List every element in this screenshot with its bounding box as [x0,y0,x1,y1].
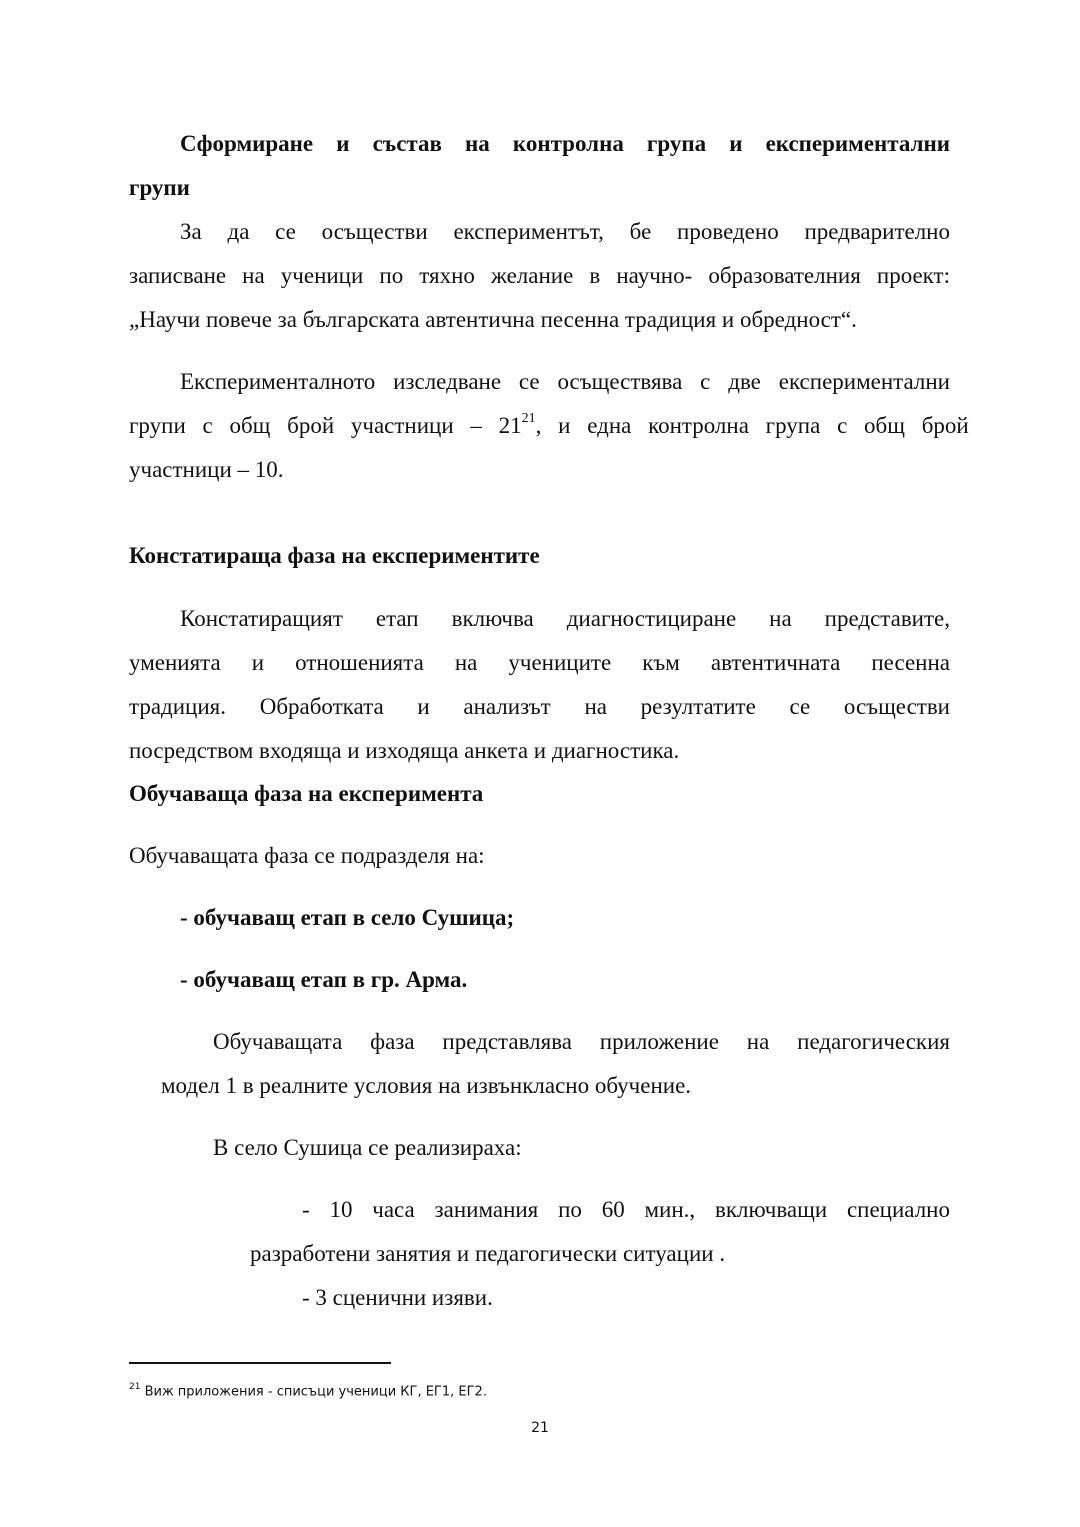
footnote-reference: 21 [521,411,536,427]
paragraph-line: посредством входяща и изходяща анкета и диагностика. [129,738,680,763]
paragraph-line-with-footnote [129,404,969,448]
paragraph-line: „Научи повече за българската автентична песенна традиция и обредност“. [129,307,857,332]
paragraph-line: участници – 10. [129,457,284,482]
section-heading-training-phase: Обучаваща фаза на експеримента [129,781,484,806]
paragraph-line: модел 1 в реалните условия на извънкласно обучение. [161,1073,692,1098]
paragraph-line: уменията и отношенията на учениците към автентичната песенна [129,650,950,675]
footnote-separator [129,1362,391,1364]
footnote-number: 21 [129,1382,141,1392]
footnote-text: Виж приложения - списъци ученици КГ, ЕГ1, ЕГ2. [140,1384,487,1400]
paragraph-line: Обучаващата фаза се подразделя на: [129,843,485,868]
section-heading-control-groups-cont: групи [129,175,190,200]
footnote [129,1378,487,1402]
section-heading-ascertaining-phase: Констатираща фаза на експериментите [129,543,540,568]
list-item: - обучаващ етап в село Сушица; [180,905,515,930]
sub-list-item-continuation: разработени занятия и педагогически ситуации . [250,1241,726,1266]
paragraph-line: Експерименталното изследване се осъществява с две експериментални [180,369,950,394]
paragraph-line: Обучаващата фаза представлява приложение на педагогическия [213,1029,950,1054]
paragraph-line: записване на ученици по тяхно желание в научно- образователния проект: [129,263,950,288]
paragraph-line: Констатиращият етап включва диагностициране на представите, [180,606,950,631]
paragraph-line: традиция. Обработката и анализът на резултатите се осъществи [129,694,950,719]
sub-list-item: - 3 сценични изяви. [302,1285,493,1310]
section-heading-control-groups: Сформиране и състав на контролна група и експериментални [180,131,950,156]
list-item: - обучаващ етап в гр. Арма. [180,967,468,992]
text-after-footnote: , и една контролна група с общ брой [535,413,969,438]
paragraph-line: В село Сушица се реализираха: [213,1135,522,1160]
page-number: 21 [531,1420,549,1436]
sub-list-item: - 10 часа занимания по 60 мин., включващи специално [302,1197,950,1222]
text-before-footnote: групи с общ брой участници – 21$^{21}$ [129,411,536,438]
paragraph-line: За да се осъществи експериментът, бе проведено предварително [180,219,950,244]
